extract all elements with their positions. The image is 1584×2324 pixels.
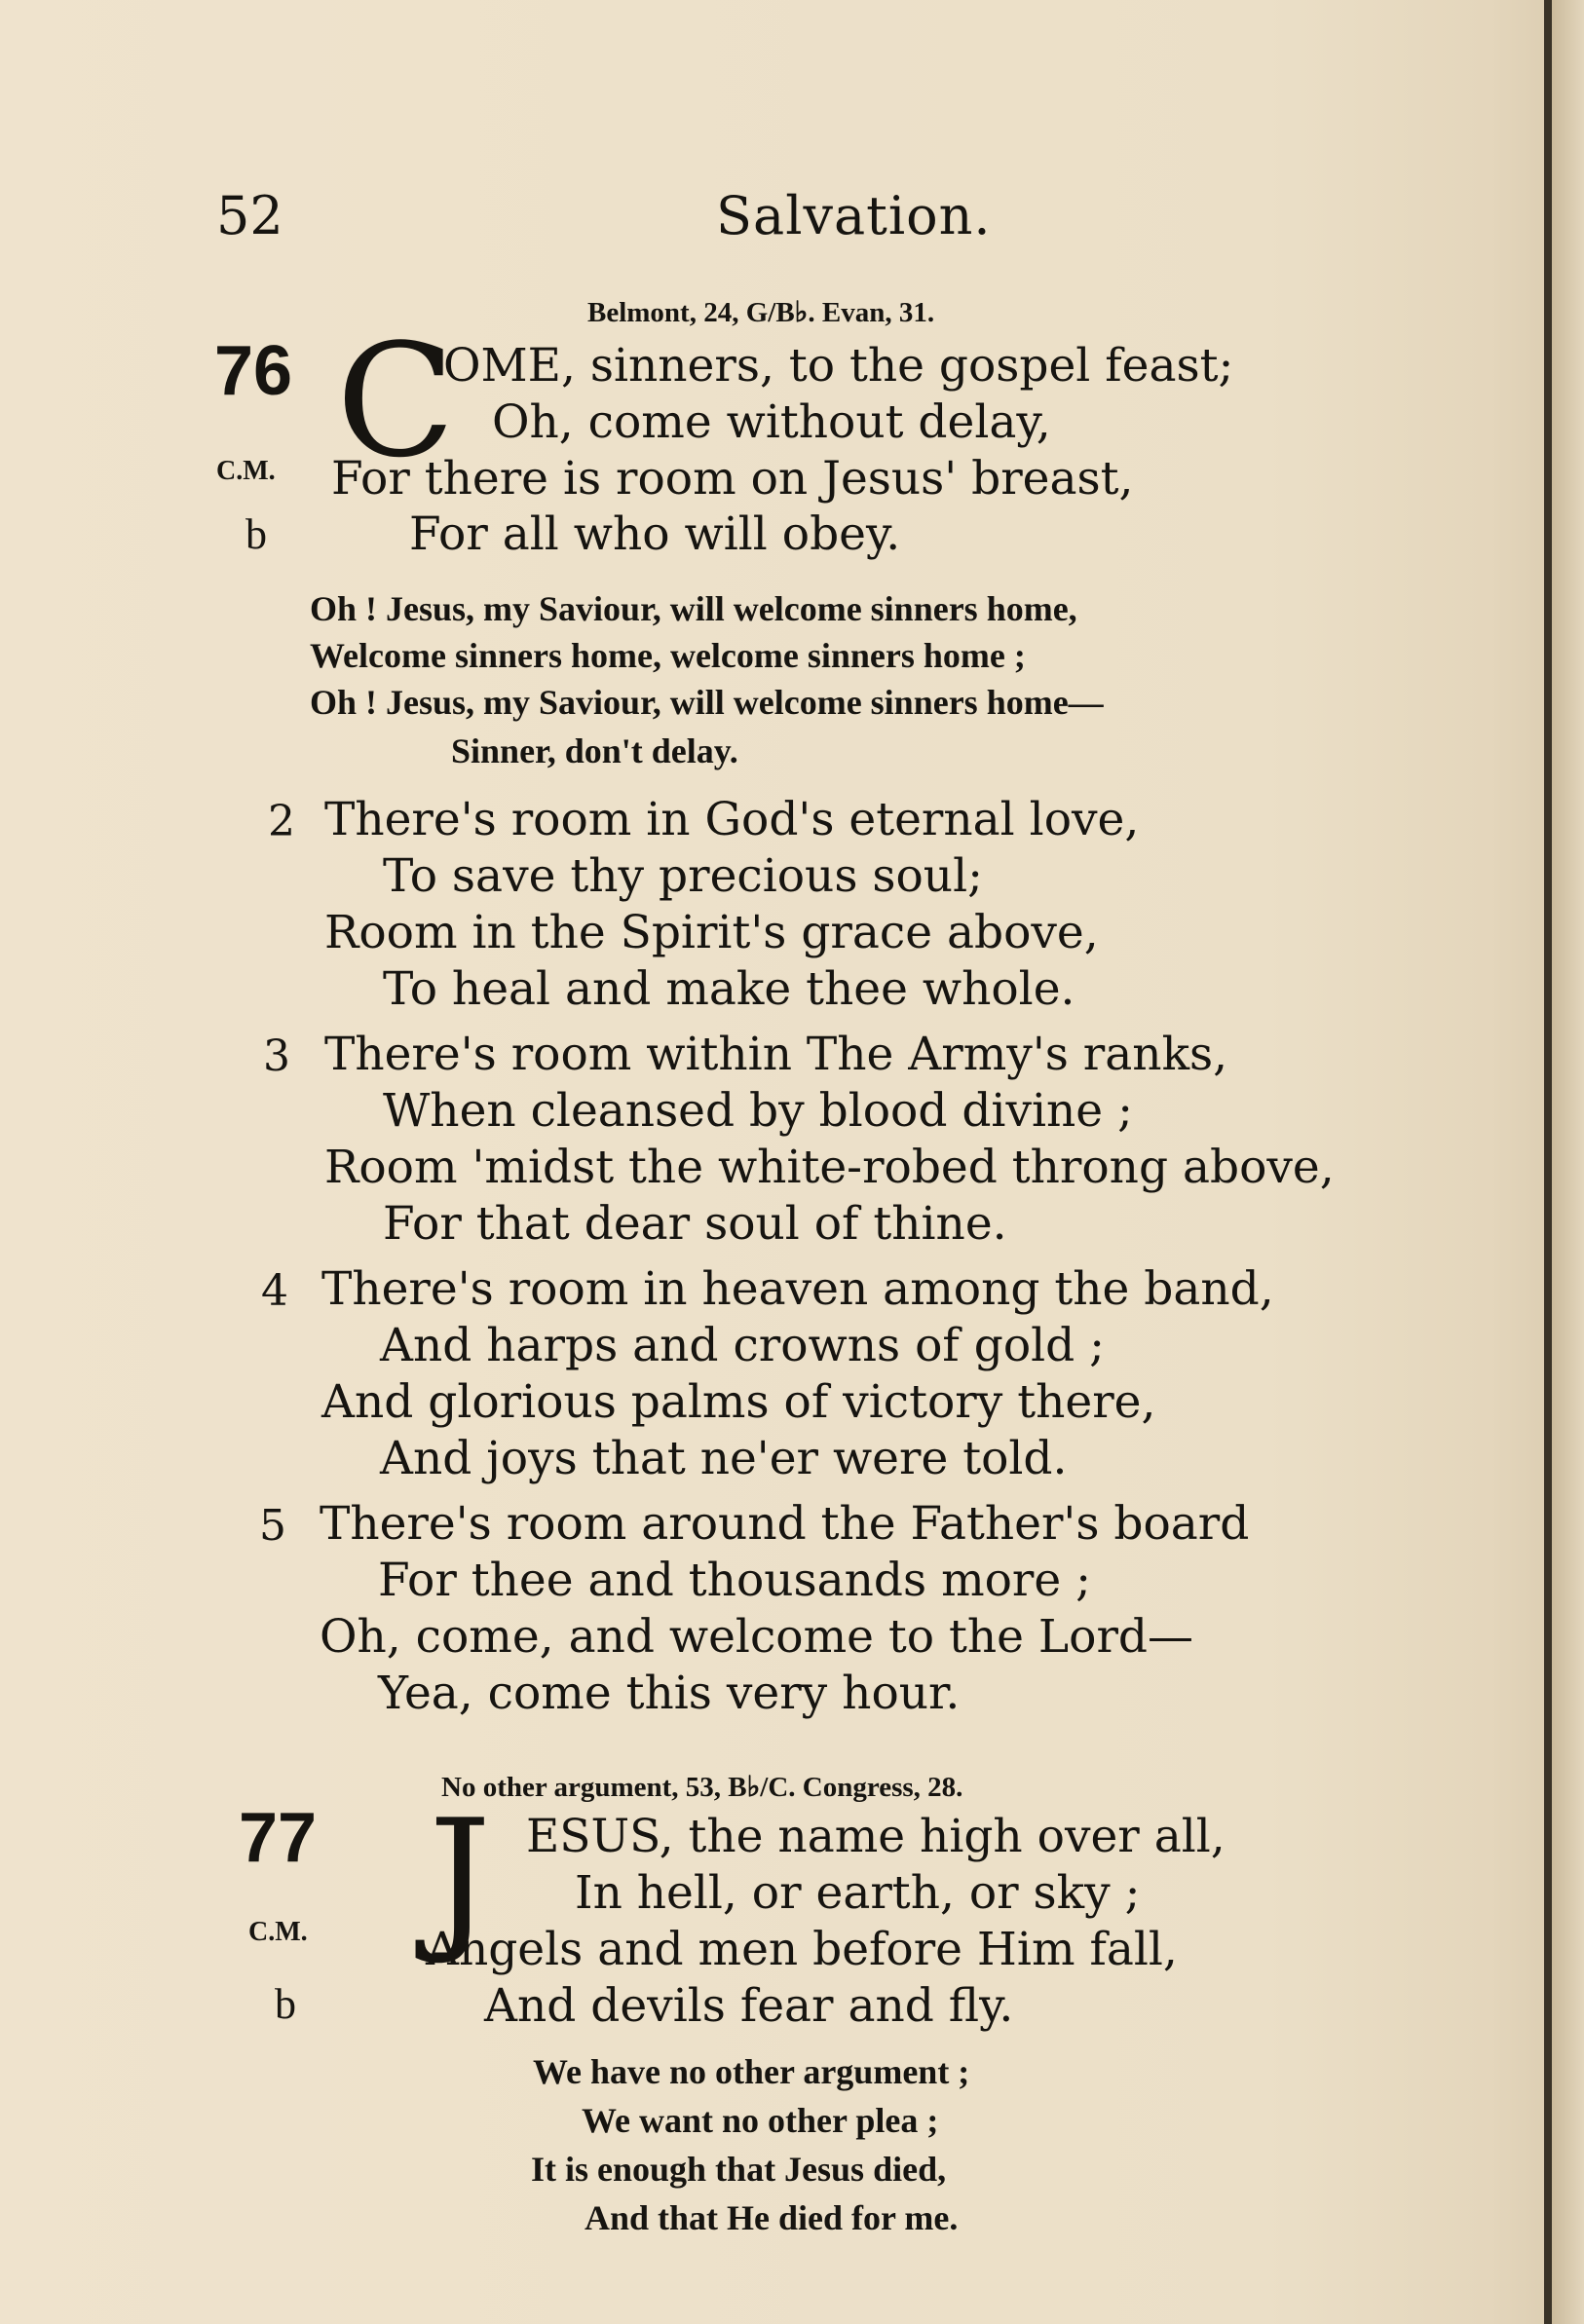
verse-3-line-1: There's room within The Army's ranks, xyxy=(324,1028,1228,1081)
hymn-77-chorus-line-2: We want no other plea ; xyxy=(582,2101,939,2140)
verse-2-number: 2 xyxy=(268,797,295,846)
hymn-77-chorus-line-3: It is enough that Jesus died, xyxy=(531,2150,947,2189)
verse-4-line-3: And glorious palms of victory there, xyxy=(321,1375,1156,1429)
hymn-76-chorus-line-4: Sinner, don't delay. xyxy=(451,731,738,770)
hymn-77-meter: C.M. xyxy=(248,1917,308,1947)
verse-2-line-3: Room in the Spirit's grace above, xyxy=(324,906,1099,959)
hymn-77-chorus-line-1: We have no other argument ; xyxy=(533,2052,970,2091)
hymn-76-verse-1-line-1: OME, sinners, to the gospel feast; xyxy=(443,339,1234,393)
hymn-77-number: 77 xyxy=(239,1799,318,1877)
hymn-77-drop-cap: J xyxy=(429,1785,492,1968)
verse-4-line-1: There's room in heaven among the band, xyxy=(321,1262,1274,1316)
verse-4-number: 4 xyxy=(261,1266,288,1316)
verse-2-line-1: There's room in God's eternal love, xyxy=(324,793,1140,846)
hymn-76-chorus-line-1: Oh ! Jesus, my Saviour, will welcome sinners home, xyxy=(310,589,1077,628)
hymn-77-key: b xyxy=(275,1980,296,2028)
verse-3-line-2: When cleansed by blood divine ; xyxy=(383,1084,1133,1138)
hymn-77-tunes: No other argument, 53, B♭/C. Congress, 28. xyxy=(441,1772,963,1803)
verse-2-line-2: To save thy precious soul; xyxy=(383,849,983,903)
hymn-76-verse-1-line-2: Oh, come without delay, xyxy=(492,395,1051,449)
hymn-76-key: b xyxy=(245,510,267,558)
hymn-77-verse-1-line-1: ESUS, the name high over all, xyxy=(526,1810,1226,1863)
hymn-77-verse-1-line-3: Angels and men before Him fall, xyxy=(426,1923,1178,1976)
hymn-77-verse-1-line-4: And devils fear and fly. xyxy=(484,1979,1014,2033)
hymn-76-verse-1-line-3: For there is room on Jesus' breast, xyxy=(331,452,1134,506)
page-gutter-line xyxy=(1544,0,1552,2324)
page-title: Salvation. xyxy=(716,185,992,246)
verse-5-number: 5 xyxy=(259,1501,286,1551)
verse-4-line-2: And harps and crowns of gold ; xyxy=(380,1319,1106,1372)
verse-2-line-4: To heal and make thee whole. xyxy=(383,962,1075,1016)
verse-4-line-4: And joys that ne'er were told. xyxy=(380,1432,1068,1485)
verse-5-line-2: For thee and thousands more ; xyxy=(378,1554,1091,1607)
page-gutter-edge xyxy=(1552,0,1584,2324)
hymn-76-chorus-line-2: Welcome sinners home, welcome sinners home ; xyxy=(310,636,1026,675)
verse-5-line-1: There's room around the Father's board xyxy=(320,1497,1250,1551)
hymn-76-tunes: Belmont, 24, G/B♭. Evan, 31. xyxy=(587,297,935,328)
hymn-77-verse-1-line-2: In hell, or earth, or sky ; xyxy=(575,1866,1141,1920)
hymn-76-verse-1-line-4: For all who will obey. xyxy=(409,507,901,561)
hymn-76-meter: C.M. xyxy=(216,456,276,486)
verse-5-line-3: Oh, come, and welcome to the Lord— xyxy=(320,1610,1193,1664)
hymn-76-drop-cap: C xyxy=(336,310,456,492)
hymn-76-number: 76 xyxy=(214,332,293,410)
verse-3-line-3: Room 'midst the white-robed throng above, xyxy=(324,1141,1335,1194)
hymn-77-chorus-line-4: And that He died for me. xyxy=(585,2198,959,2237)
page-number: 52 xyxy=(216,185,283,246)
verse-5-line-4: Yea, come this very hour. xyxy=(378,1667,961,1720)
verse-3-number: 3 xyxy=(263,1031,290,1081)
verse-3-line-4: For that dear soul of thine. xyxy=(383,1197,1007,1251)
hymn-76-chorus-line-3: Oh ! Jesus, my Saviour, will welcome sinners home— xyxy=(310,683,1104,722)
